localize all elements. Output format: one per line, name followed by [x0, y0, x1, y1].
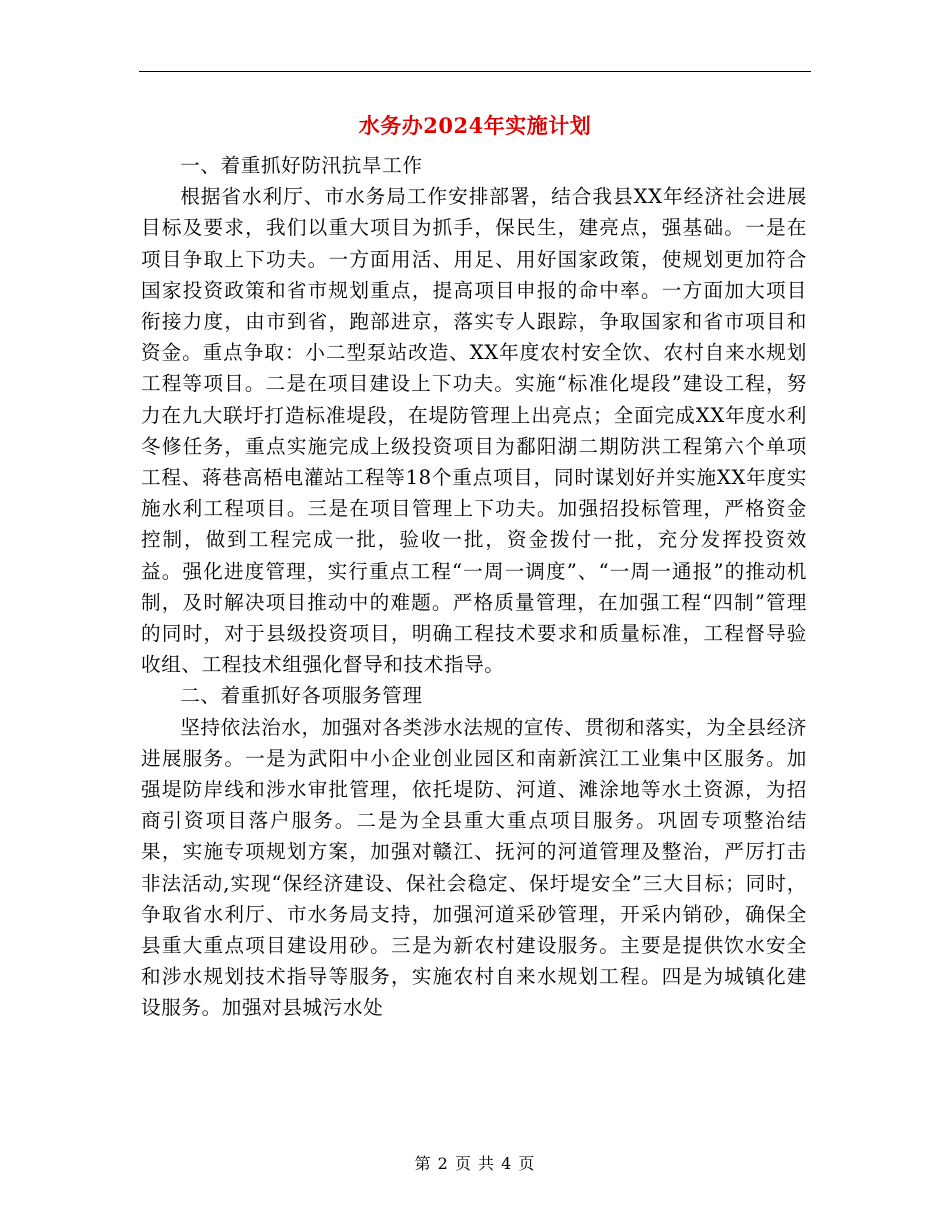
page-footer	[0, 1152, 950, 1176]
section-heading-1: 一、着重抓好防汛抗旱工作	[180, 154, 423, 177]
footer-total-pages: 4	[501, 1154, 513, 1173]
paragraph-2: 坚持依法治水，加强对各类涉水法规的宣传、贯彻和落实，为全县经济进展服务。一是为武阳中小企业创业园区和南新滨江工业集中区服务。加强堤防岸线和涉水审批管理，依托堤防、河道、滩涂地等水土资源，为招商引资项目落户服务。二是为全县重大重点项目服务。巩固专项整治结果，实施专项规划方案，加强对赣江、抚河的河道管理及整治，严厉打击非法活动,实现“保经济建设、保社会稳定、保圩堤安全”三大目标；同时，争取省水利厅、市水务局支持，加强河道采砂管理，开采内销砂，确保全县重大重点项目建设用砂。三是为新农村建设服务。主要是提供饮水安全和涉水规划技术指导等服务，实施农村自来水规划工程。四是为城镇化建设服务。加强对县城污水处	[141, 715, 807, 1020]
section-heading-2: 二、着重抓好各项服务管理	[180, 684, 423, 708]
footer-prefix: 第	[414, 1154, 432, 1173]
footer-middle: 页 共	[454, 1154, 496, 1173]
document-title: 水务办2024年实施计划	[358, 113, 592, 138]
header-rule	[139, 71, 811, 72]
document-body	[141, 150, 807, 1024]
paragraph-1: 根据省水利厅、市水务局工作安排部署，结合我县XX年经济社会进展目标及要求，我们以重大项目为抓手，保民生，建亮点，强基础。一是在项目争取上下功夫。一方面用活、用足、用好国家政策，使规划更加符合国家投资政策和省市规划重点，提高项目申报的命中率。一方面加大项目衔接力度，由市到省，跑部进京，落实专人跟踪，争取国家和省市项目和资金。重点争取：小二型泵站改造、XX年度农村安全饮、农村自来水规划工程等项目。二是在项目建设上下功夫。实施“标准化堤段”建设工程，努力在九大联圩打造标准堤段，在堤防管理上出亮点；全面完成XX年度水利冬修任务，重点实施完成上级投资项目为鄱阳湖二期防洪工程第六个单项工程、蒋巷高梧电灌站工程等18个重点项目，同时谋划好并实施XX年度实施水利工程项目。三是在项目管理上下功夫。加强招投标管理，严格资金控制，做到工程完成一批，验收一批，资金拨付一批，充分发挥投资效益。强化进度管理，实行重点工程“一周一调度”、“一周一通报”的推动机制，及时解决项目推动中的难题。严格质量管理，在加强工程“四制”管理的同时，对于县级投资项目，明确工程技术要求和质量标准，工程督导验收组、工程技术组强化督导和技术指导。	[141, 185, 807, 677]
footer-page-number: 2	[437, 1154, 449, 1173]
footer-suffix: 页	[518, 1154, 536, 1173]
